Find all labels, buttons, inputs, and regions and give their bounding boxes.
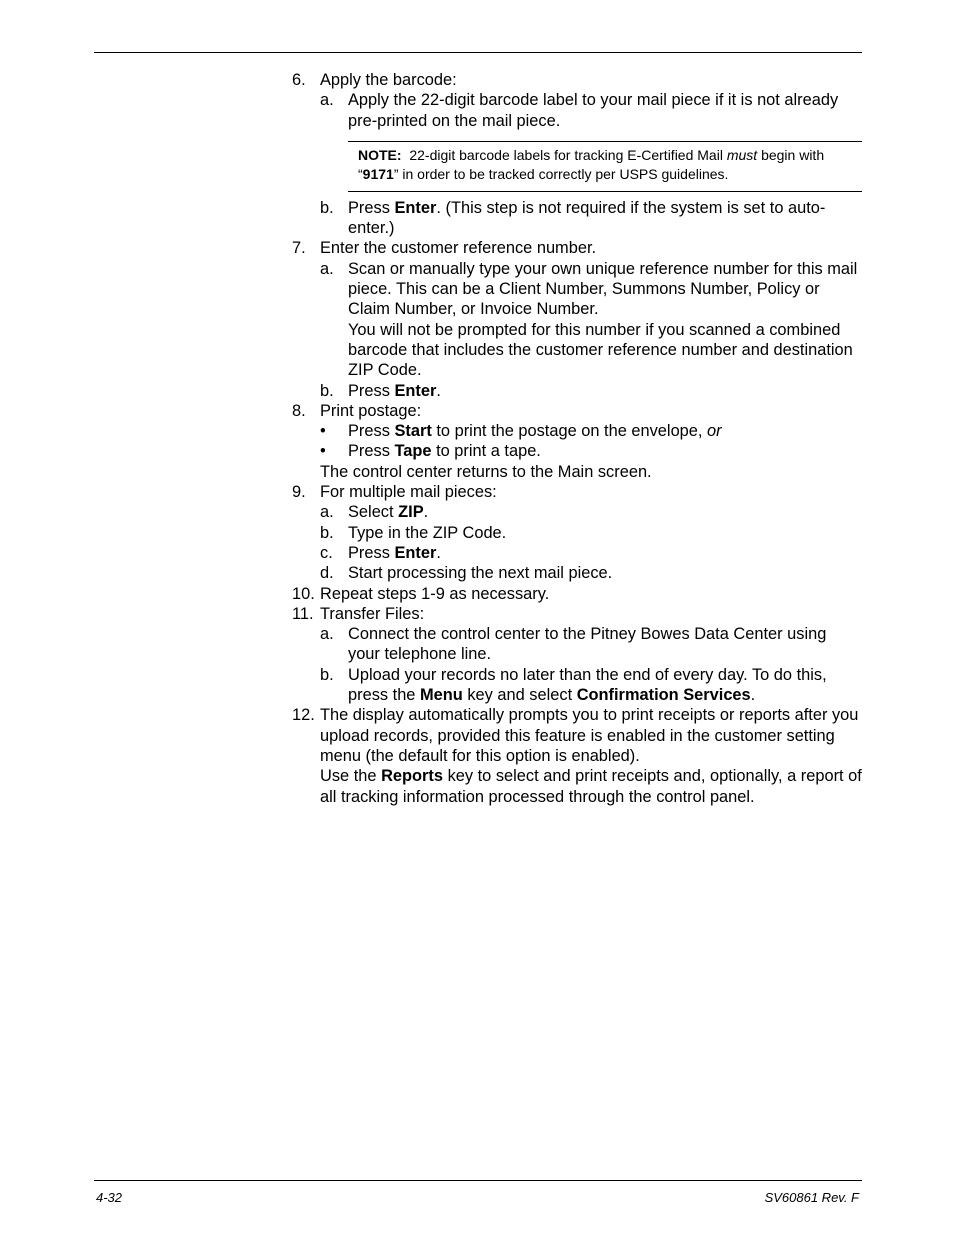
step-number: 9. bbox=[292, 483, 306, 502]
reports-key-label: Reports bbox=[381, 767, 443, 786]
text-run: Scan or manually type your own unique reference number for this mail piece. This can be a Client Number, Summons Number, Policy or Claim Number, or Invoice Number. bbox=[348, 259, 858, 319]
step-number: 6. bbox=[292, 71, 306, 89]
step-8-bullet-1 bbox=[292, 421, 862, 441]
text-emphasis: or bbox=[707, 422, 722, 441]
step-8 bbox=[292, 401, 862, 421]
step-12 bbox=[292, 705, 862, 806]
text-run: . bbox=[436, 543, 441, 562]
text-run: Press bbox=[348, 198, 390, 217]
step-text: Print postage: bbox=[320, 401, 422, 420]
note-text-1: 22-digit barcode labels for tracking E-Certified Mail bbox=[409, 146, 723, 163]
text-run: Upload your records no later than the end of every day. To do this, press the bbox=[348, 665, 827, 705]
step-text: Apply the barcode: bbox=[320, 71, 457, 89]
text-run: The display automatically prompts you to print receipts or reports after you upload records, provided this feature is enabled in the customer setting menu (the default for this option is enabled). bbox=[320, 706, 859, 765]
substep-text bbox=[348, 381, 862, 401]
text-run: Press bbox=[348, 442, 390, 461]
text-run: Use the bbox=[320, 767, 377, 786]
note-code: 9171 bbox=[362, 165, 394, 182]
page-number: 4-32 bbox=[96, 1190, 123, 1205]
substep-text: Apply the 22-digit barcode label to your mail piece if it is not already pre-printed on the mail piece. bbox=[348, 91, 839, 130]
substep-label: b. bbox=[320, 381, 334, 400]
bullet-icon: • bbox=[320, 422, 326, 441]
substep-label: a. bbox=[320, 625, 334, 644]
bullet-icon: • bbox=[320, 442, 326, 461]
note-label: NOTE: bbox=[358, 146, 402, 163]
note-text-3: ” in order to be tracked correctly per USPS guidelines. bbox=[393, 165, 729, 182]
step-9a bbox=[292, 502, 862, 522]
substep-text bbox=[348, 198, 862, 239]
substep-label: c. bbox=[320, 543, 333, 562]
step-text: Transfer Files: bbox=[320, 604, 425, 623]
substep-label: a. bbox=[320, 91, 334, 110]
enter-key-label: Enter bbox=[394, 381, 437, 400]
header-rule bbox=[94, 52, 862, 53]
enter-key-label: Enter bbox=[394, 543, 437, 562]
step-number: 8. bbox=[292, 401, 306, 420]
step-text: For multiple mail pieces: bbox=[320, 483, 497, 502]
start-key-label: Start bbox=[394, 422, 432, 441]
substep-label: b. bbox=[320, 198, 334, 217]
substep-text: Type in the ZIP Code. bbox=[348, 523, 507, 542]
step-number: 11. bbox=[292, 604, 314, 623]
step-11a bbox=[292, 624, 862, 665]
text-run: Press bbox=[348, 543, 390, 562]
step-9c bbox=[292, 543, 862, 563]
text-run: Press bbox=[348, 422, 390, 441]
step-6b bbox=[292, 198, 862, 239]
text-run: Press bbox=[348, 381, 390, 400]
note-emphasis: must bbox=[726, 146, 758, 163]
procedure-content bbox=[292, 70, 862, 807]
document-id: SV60861 Rev. F bbox=[764, 1190, 859, 1205]
text-run: You will not be prompted for this number if you scanned a combined barcode that includes the customer reference number and destination ZIP Code. bbox=[348, 320, 853, 380]
step-7 bbox=[292, 238, 862, 258]
step-11 bbox=[292, 604, 862, 624]
step-8-bullet-2 bbox=[292, 441, 862, 461]
substep-text bbox=[348, 543, 862, 563]
step-8-after: The control center returns to the Main screen. bbox=[320, 462, 652, 481]
menu-key-label: Menu bbox=[419, 686, 463, 705]
zip-key-label: ZIP bbox=[398, 503, 424, 522]
enter-key-label: Enter bbox=[394, 198, 437, 217]
bullet-text bbox=[348, 441, 862, 461]
note-box bbox=[348, 141, 862, 192]
step-number: 7. bbox=[292, 239, 306, 258]
substep-text bbox=[348, 259, 862, 381]
step-6a bbox=[292, 90, 862, 131]
step-11b bbox=[292, 665, 862, 706]
text-run: to print the postage on the envelope, bbox=[436, 422, 703, 441]
step-9d bbox=[292, 563, 862, 583]
step-10 bbox=[292, 584, 862, 604]
text-run: . bbox=[423, 503, 429, 522]
substep-text: Start processing the next mail piece. bbox=[348, 564, 613, 583]
text-run: to print a tape. bbox=[436, 442, 541, 461]
text-run: . (This step is not required if the system is set to auto-enter.) bbox=[348, 198, 826, 238]
note-text-2: begin with “ bbox=[358, 146, 825, 182]
text-run: . bbox=[436, 381, 441, 400]
step-number: 10. bbox=[292, 584, 315, 603]
step-9b bbox=[292, 523, 862, 543]
text-run: Select bbox=[348, 503, 394, 522]
text-run: key to select and print receipts and, optionally, a report of all tracking information processed through the control panel. bbox=[320, 767, 862, 806]
substep-label: b. bbox=[320, 665, 334, 684]
step-text: Enter the customer reference number. bbox=[320, 239, 597, 258]
step-number: 12. bbox=[292, 706, 315, 725]
substep-label: a. bbox=[320, 259, 334, 278]
substep-label: a. bbox=[320, 503, 334, 522]
step-7b bbox=[292, 381, 862, 401]
bullet-text bbox=[348, 421, 862, 441]
step-text: Repeat steps 1-9 as necessary. bbox=[320, 584, 550, 603]
footer-rule bbox=[94, 1180, 862, 1181]
substep-label: d. bbox=[320, 564, 334, 583]
step-9 bbox=[292, 482, 862, 502]
substep-text: Connect the control center to the Pitney Bowes Data Center using your telephone line. bbox=[348, 625, 827, 664]
step-text bbox=[320, 705, 862, 806]
substep-text bbox=[348, 665, 862, 706]
step-6 bbox=[292, 70, 862, 90]
tape-key-label: Tape bbox=[394, 442, 432, 461]
text-run: . bbox=[750, 686, 756, 705]
substep-label: b. bbox=[320, 523, 334, 542]
text-run: key and select bbox=[467, 686, 573, 705]
step-7a bbox=[292, 259, 862, 381]
substep-text bbox=[348, 502, 862, 522]
confirmation-services-label: Confirmation Services bbox=[576, 686, 751, 705]
